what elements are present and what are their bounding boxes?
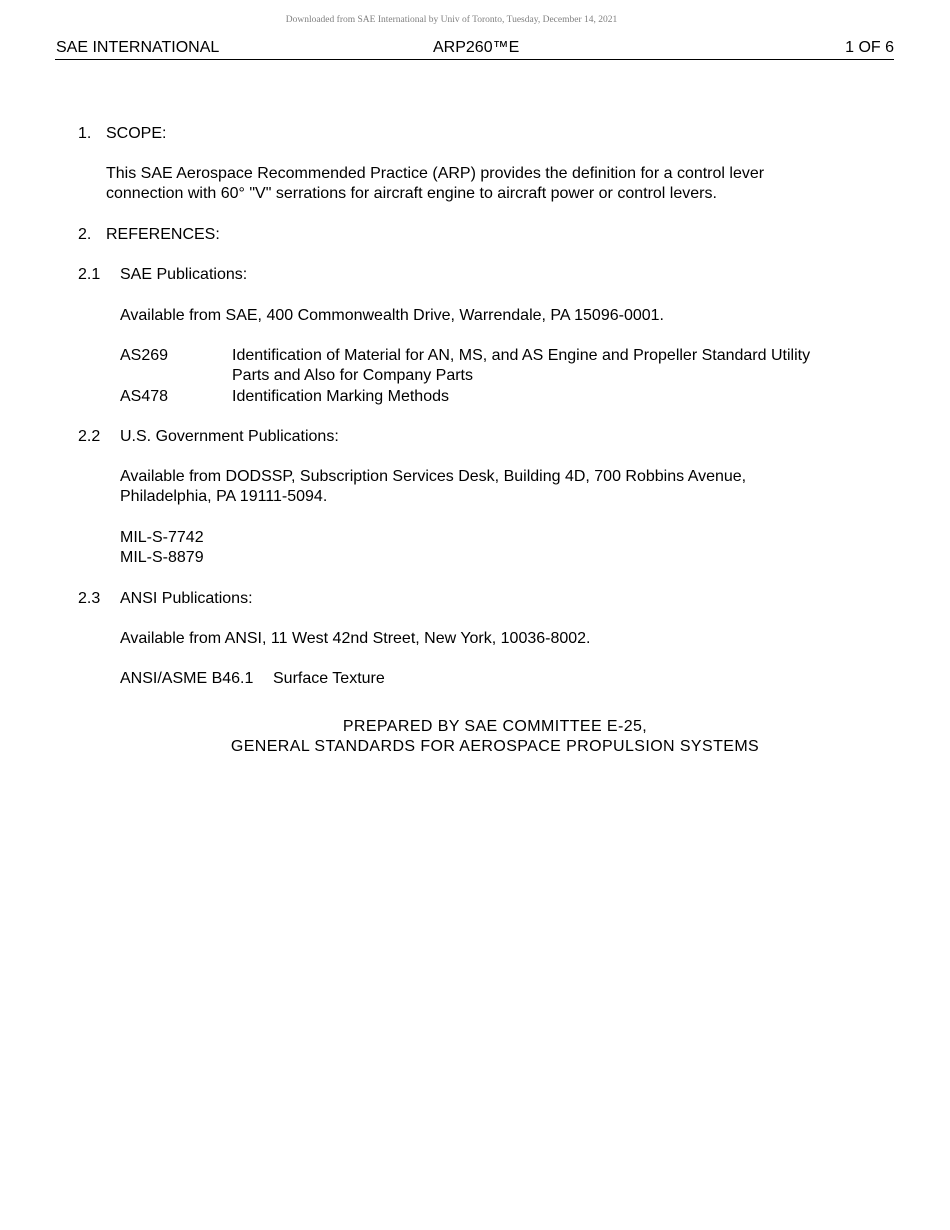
- gov-reference-code: MIL-S-7742: [120, 529, 204, 546]
- section-number-ansi: 2.3: [78, 590, 101, 607]
- gov-availability-line-2: Philadelphia, PA 19111-5094.: [120, 488, 328, 505]
- scope-paragraph-line-2: connection with 60° "V" serrations for aircraft engine to aircraft power or control levers.: [106, 185, 717, 202]
- download-watermark: Downloaded from SAE International by Univ of Toronto, Tuesday, December 14, 2021: [285, 15, 618, 25]
- section-number-gov: 2.2: [78, 428, 101, 445]
- section-number-references: 2.: [78, 226, 92, 243]
- header-document-number: ARP260™E: [433, 39, 520, 56]
- prepared-by-line-1: PREPARED BY SAE COMMITTEE E-25,: [342, 718, 648, 735]
- header-organization: SAE INTERNATIONAL: [56, 39, 220, 56]
- reference-description-line-1: Identification of Material for AN, MS, and AS Engine and Propeller Standard Utility: [232, 347, 811, 364]
- section-title-scope: SCOPE:: [106, 125, 167, 142]
- section-title-ansi: ANSI Publications:: [120, 590, 253, 607]
- prepared-by-line-2: GENERAL STANDARDS FOR AEROSPACE PROPULSION SYSTEMS: [230, 738, 760, 755]
- gov-reference-code: MIL-S-8879: [120, 549, 204, 566]
- section-number-sae: 2.1: [78, 266, 101, 283]
- page-header: [55, 38, 894, 60]
- ansi-availability: Available from ANSI, 11 West 42nd Street, New York, 10036-8002.: [120, 630, 591, 647]
- reference-code: AS269: [120, 347, 169, 364]
- ansi-reference-code: ANSI/ASME B46.1: [120, 670, 254, 687]
- gov-availability-line-1: Available from DODSSP, Subscription Services Desk, Building 4D, 700 Robbins Avenue,: [120, 468, 747, 485]
- ansi-reference-description: Surface Texture: [273, 670, 385, 687]
- reference-code: AS478: [120, 388, 169, 405]
- section-title-references: REFERENCES:: [106, 226, 220, 243]
- scope-paragraph-line-1: This SAE Aerospace Recommended Practice (ARP) provides the definition for a control lever: [106, 165, 765, 182]
- header-page-number: 1 OF 6: [845, 39, 894, 56]
- section-title-sae: SAE Publications:: [120, 266, 248, 283]
- section-number-scope: 1.: [78, 125, 92, 142]
- sae-availability: Available from SAE, 400 Commonwealth Drive, Warrendale, PA 15096-0001.: [120, 307, 664, 324]
- reference-description-line-1: Identification Marking Methods: [232, 388, 449, 405]
- reference-description-line-2: Parts and Also for Company Parts: [232, 367, 473, 384]
- section-title-gov: U.S. Government Publications:: [120, 428, 339, 445]
